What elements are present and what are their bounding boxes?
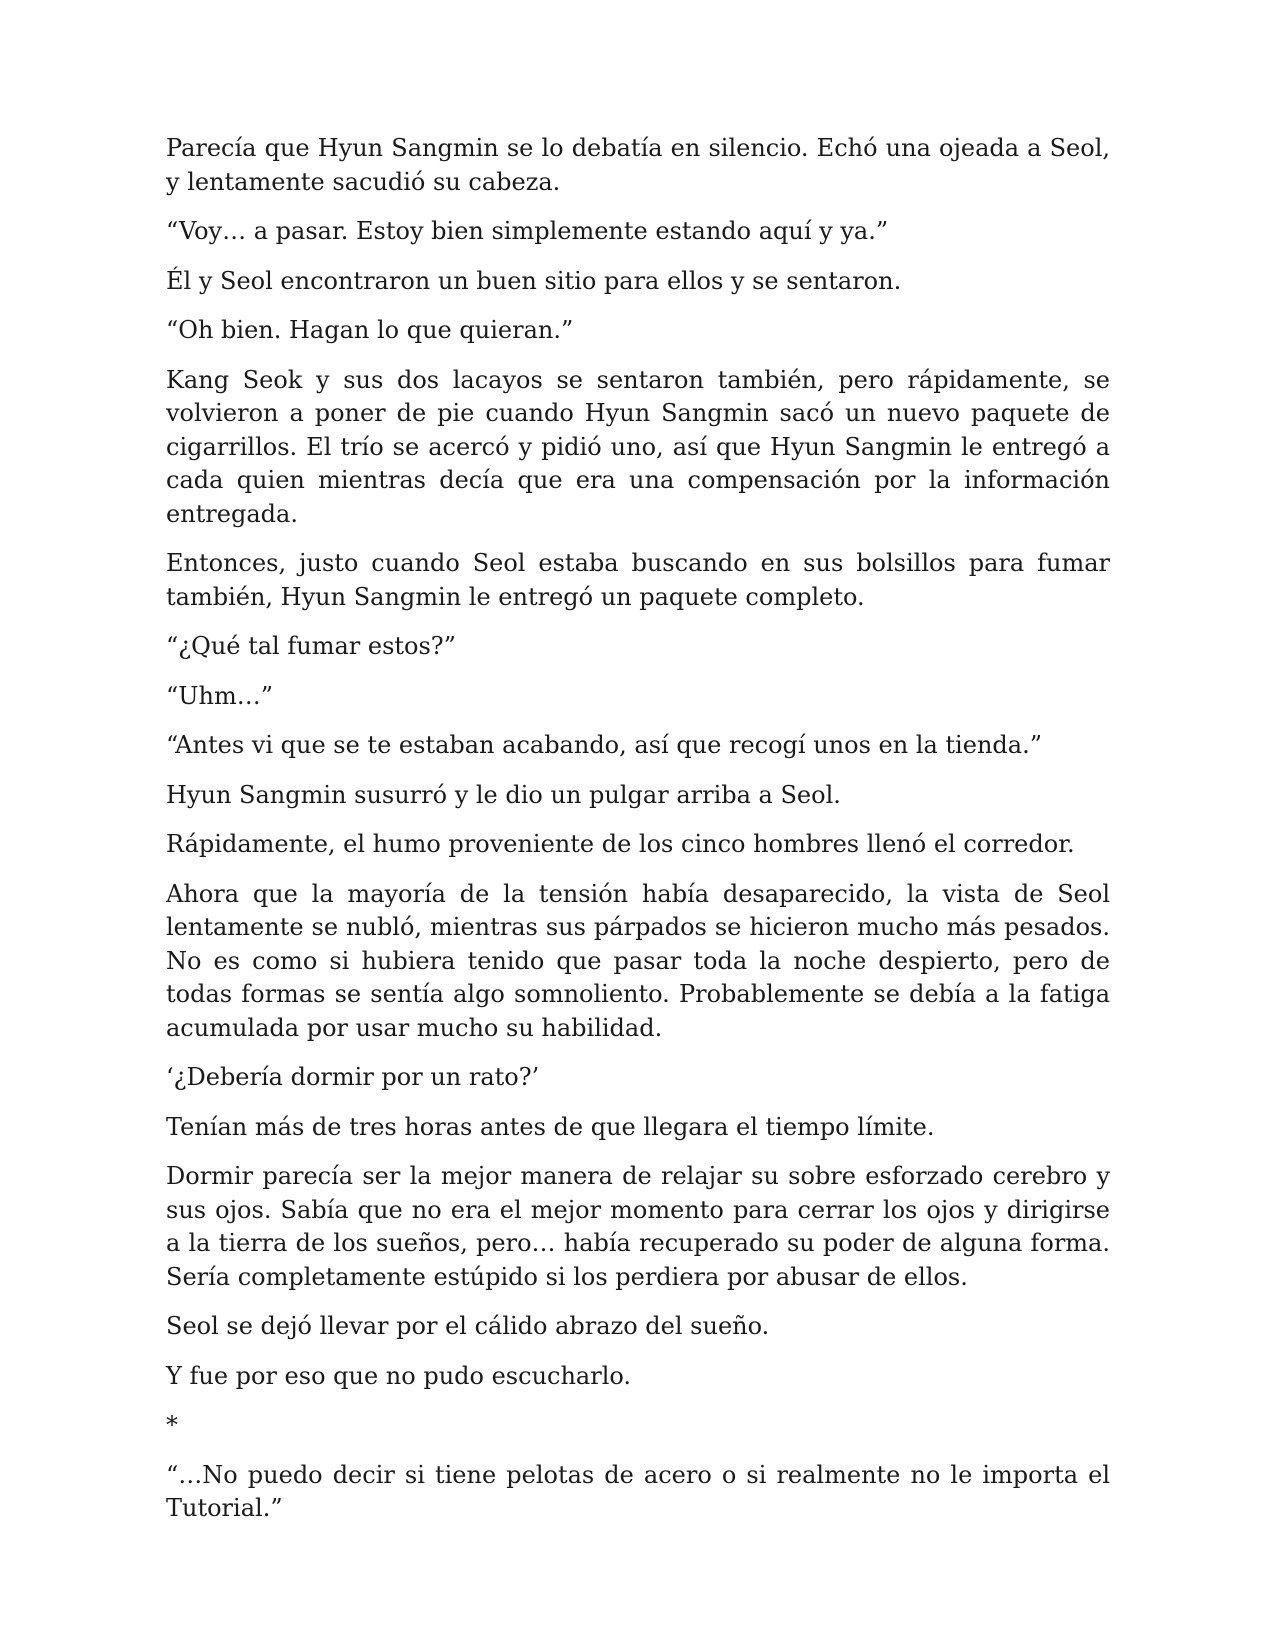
paragraph: Parecía que Hyun Sangmin se lo debatía en silencio. Echó una ojeada a Seol, y lentamente sacudió su cabeza.: [166, 134, 1110, 196]
paragraph: “Uhm…”: [166, 681, 273, 710]
paragraph: ‘¿Debería dormir por un rato?’: [166, 1063, 540, 1091]
paragraph: Él y Seol encontraron un buen sitio para ellos y se sentaron.: [166, 266, 902, 295]
scene-break: *: [166, 1411, 178, 1439]
paragraph: “Antes vi que se te estaban acabando, así que recogí unos en la tienda.”: [166, 731, 1042, 759]
paragraph: Y fue por eso que no pudo escucharlo.: [166, 1361, 632, 1390]
document-page: [166, 132, 1110, 1526]
paragraph: Dormir parecía ser la mejor manera de relajar su sobre esforzado cerebro y sus ojos. Sabía que no era el mejor momento para cerrar los ojos y dirigirse a la tierra de los sueños, pero… había recuperado su poder de alguna forma. Sería completamente estúpido si los perdiera por abusar de ellos.: [166, 1162, 1110, 1291]
paragraph: Entonces, justo cuando Seol estaba buscando en sus bolsillos para fumar también, Hyun Sangmin le entregó un paquete completo.: [166, 549, 1110, 611]
paragraph: “…No puedo decir si tiene pelotas de acero o si realmente no le importa el Tutorial.”: [166, 1460, 1110, 1522]
paragraph: “Voy… a pasar. Estoy bien simplemente estando aquí y ya.”: [166, 217, 889, 245]
paragraph: “¿Qué tal fumar estos?”: [166, 632, 456, 660]
paragraph: Hyun Sangmin susurró y le dio un pulgar arriba a Seol.: [166, 780, 841, 809]
paragraph: Rápidamente, el humo proveniente de los cinco hombres llenó el corredor.: [166, 830, 1075, 858]
paragraph: Ahora que la mayoría de la tensión había desaparecido, la vista de Seol lentamente se nubló, mientras sus párpados se hicieron mucho más pesados. No es como si hubiera tenido que pasar toda la noche despierto, pero de todas formas se sentía algo somnoliento. Probablemente se debía a la fatiga acumulada por usar mucho su habilidad.: [166, 879, 1110, 1042]
paragraph: “Oh bien. Hagan lo que quieran.”: [166, 316, 574, 344]
paragraph: Seol se dejó llevar por el cálido abrazo del sueño.: [166, 1312, 770, 1340]
paragraph: Tenían más de tres horas antes de que llegara el tiempo límite.: [166, 1112, 935, 1141]
paragraph: Kang Seok y sus dos lacayos se sentaron también, pero rápidamente, se volvieron a poner de pie cuando Hyun Sangmin sacó un nuevo paquete de cigarrillos. El trío se acercó y pidió uno, así que Hyun Sangmin le entregó a cada quien mientras decía que era una compensación por la información entregada.: [166, 365, 1110, 528]
